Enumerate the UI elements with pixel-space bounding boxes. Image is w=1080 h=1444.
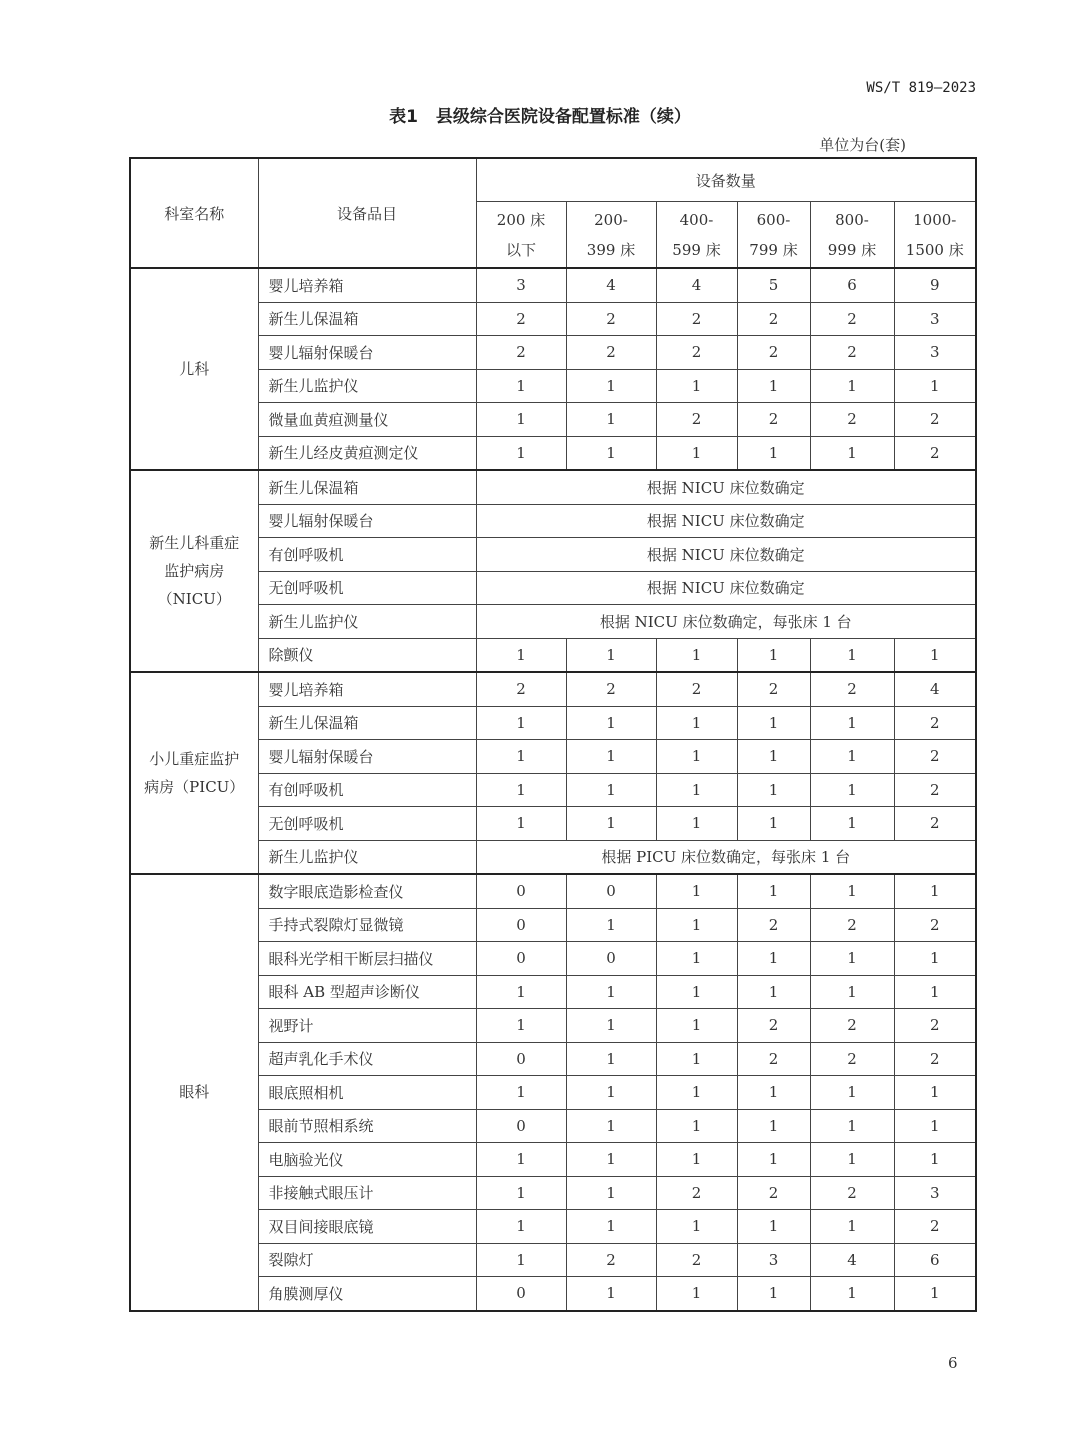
quantity-cell: 1 xyxy=(566,403,656,437)
quantity-cell: 2 xyxy=(810,336,894,370)
quantity-cell: 4 xyxy=(566,268,656,302)
quantity-cell: 1 xyxy=(566,638,656,672)
quantity-cell: 1 xyxy=(810,706,894,740)
bed-range-line2: 799 床 xyxy=(749,240,798,259)
quantity-cell: 1 xyxy=(737,369,810,403)
item-cell: 除颤仪 xyxy=(258,638,476,672)
quantity-cell: 6 xyxy=(894,1243,976,1277)
table-title-text: 县级综合医院设备配置标准（续） xyxy=(435,107,691,127)
quantity-cell: 2 xyxy=(656,672,737,706)
quantity-cell: 1 xyxy=(737,807,810,841)
item-cell: 新生儿监护仪 xyxy=(258,840,476,874)
quantity-cell: 1 xyxy=(656,1143,737,1177)
quantity-cell: 2 xyxy=(656,1176,737,1210)
quantity-cell: 2 xyxy=(566,672,656,706)
quantity-cell: 1 xyxy=(894,942,976,976)
item-cell: 婴儿培养箱 xyxy=(258,672,476,706)
dept-name-line: 眼科 xyxy=(179,1083,210,1102)
quantity-cell: 2 xyxy=(737,1176,810,1210)
quantity-cell: 1 xyxy=(656,1009,737,1043)
dept-cell xyxy=(130,268,258,470)
item-cell: 眼科光学相干断层扫描仪 xyxy=(258,942,476,976)
quantity-cell: 1 xyxy=(566,1109,656,1143)
quantity-cell: 1 xyxy=(810,874,894,908)
quantity-cell: 2 xyxy=(737,1042,810,1076)
header-item: 设备品目 xyxy=(258,158,476,268)
item-cell: 非接触式眼压计 xyxy=(258,1176,476,1210)
quantity-cell: 1 xyxy=(656,369,737,403)
quantity-cell: 1 xyxy=(656,908,737,942)
quantity-cell: 1 xyxy=(737,1109,810,1143)
quantity-cell: 2 xyxy=(737,403,810,437)
item-cell: 手持式裂隙灯显微镜 xyxy=(258,908,476,942)
header-bed-range xyxy=(566,202,656,269)
quantity-cell: 1 xyxy=(810,1210,894,1244)
quantity-cell: 2 xyxy=(737,302,810,336)
header-bed-range xyxy=(656,202,737,269)
dept-cell xyxy=(130,874,258,1311)
quantity-cell: 1 xyxy=(476,1243,566,1277)
quantity-cell: 1 xyxy=(810,436,894,470)
quantity-cell: 2 xyxy=(566,302,656,336)
quantity-cell: 1 xyxy=(894,1143,976,1177)
quantity-cell: 1 xyxy=(476,436,566,470)
header-bed-range xyxy=(476,202,566,269)
item-cell: 数字眼底造影检查仪 xyxy=(258,874,476,908)
quantity-cell: 2 xyxy=(737,672,810,706)
quantity-cell: 1 xyxy=(566,1076,656,1110)
header-row xyxy=(130,158,976,202)
quantity-cell: 2 xyxy=(810,403,894,437)
quantity-cell: 2 xyxy=(737,336,810,370)
equipment-table xyxy=(129,157,977,1312)
quantity-cell: 2 xyxy=(894,706,976,740)
quantity-cell: 1 xyxy=(737,436,810,470)
table-row xyxy=(130,672,976,706)
quantity-cell: 1 xyxy=(476,369,566,403)
quantity-cell: 3 xyxy=(894,1176,976,1210)
bed-range-line2: 599 床 xyxy=(672,240,721,259)
quantity-cell: 1 xyxy=(810,1143,894,1177)
quantity-cell: 1 xyxy=(566,1176,656,1210)
quantity-cell: 1 xyxy=(566,369,656,403)
quantity-cell: 1 xyxy=(476,773,566,807)
quantity-cell: 1 xyxy=(566,1042,656,1076)
quantity-cell: 1 xyxy=(737,1143,810,1177)
quantity-cell: 2 xyxy=(656,403,737,437)
item-cell: 电脑验光仪 xyxy=(258,1143,476,1177)
item-cell: 新生儿保温箱 xyxy=(258,302,476,336)
quantity-cell: 1 xyxy=(656,874,737,908)
quantity-cell: 2 xyxy=(737,1009,810,1043)
quantity-cell: 1 xyxy=(476,807,566,841)
bed-range-line2: 399 床 xyxy=(586,240,636,259)
quantity-cell: 1 xyxy=(737,706,810,740)
quantity-cell: 2 xyxy=(894,403,976,437)
quantity-cell: 1 xyxy=(737,1210,810,1244)
quantity-cell: 1 xyxy=(656,706,737,740)
quantity-cell: 1 xyxy=(737,874,810,908)
quantity-cell: 1 xyxy=(737,1277,810,1311)
quantity-cell: 1 xyxy=(894,638,976,672)
quantity-cell: 3 xyxy=(894,302,976,336)
quantity-cell: 1 xyxy=(566,908,656,942)
item-cell: 有创呼吸机 xyxy=(258,773,476,807)
header-bed-range xyxy=(810,202,894,269)
quantity-cell: 1 xyxy=(476,1176,566,1210)
bed-range-line2: 1500 床 xyxy=(905,240,964,259)
quantity-cell: 0 xyxy=(566,874,656,908)
quantity-cell: 1 xyxy=(810,740,894,774)
quantity-cell: 1 xyxy=(656,942,737,976)
unit-note: 单位为台(套) xyxy=(819,136,906,154)
quantity-cell: 1 xyxy=(656,1042,737,1076)
quantity-cell: 2 xyxy=(810,1176,894,1210)
quantity-cell: 2 xyxy=(476,336,566,370)
item-cell: 裂隙灯 xyxy=(258,1243,476,1277)
dept-name-line: （NICU） xyxy=(157,590,231,608)
quantity-cell: 1 xyxy=(656,1277,737,1311)
quantity-cell: 1 xyxy=(476,403,566,437)
quantity-cell: 1 xyxy=(810,1109,894,1143)
quantity-cell: 1 xyxy=(810,1277,894,1311)
quantity-cell: 1 xyxy=(656,773,737,807)
quantity-cell: 0 xyxy=(476,908,566,942)
quantity-cell: 1 xyxy=(810,942,894,976)
item-cell: 新生儿监护仪 xyxy=(258,605,476,639)
quantity-cell: 1 xyxy=(476,1076,566,1110)
item-cell: 新生儿保温箱 xyxy=(258,470,476,504)
table-row xyxy=(130,470,976,504)
note-cell: 根据 NICU 床位数确定 xyxy=(476,571,976,605)
note-cell: 根据 NICU 床位数确定 xyxy=(476,470,976,504)
quantity-cell: 1 xyxy=(476,1210,566,1244)
quantity-cell: 1 xyxy=(566,1277,656,1311)
quantity-cell: 0 xyxy=(566,942,656,976)
quantity-cell: 1 xyxy=(656,740,737,774)
quantity-cell: 1 xyxy=(737,740,810,774)
quantity-cell: 1 xyxy=(566,1210,656,1244)
item-cell: 超声乳化手术仪 xyxy=(258,1042,476,1076)
item-cell: 视野计 xyxy=(258,1009,476,1043)
quantity-cell: 1 xyxy=(476,638,566,672)
quantity-cell: 4 xyxy=(656,268,737,302)
quantity-cell: 1 xyxy=(476,706,566,740)
quantity-cell: 1 xyxy=(737,773,810,807)
quantity-cell: 2 xyxy=(737,908,810,942)
item-cell: 婴儿辐射保暖台 xyxy=(258,336,476,370)
quantity-cell: 3 xyxy=(894,336,976,370)
quantity-cell: 1 xyxy=(656,638,737,672)
quantity-cell: 1 xyxy=(566,975,656,1009)
quantity-cell: 1 xyxy=(810,807,894,841)
quantity-cell: 1 xyxy=(737,638,810,672)
quantity-cell: 1 xyxy=(810,773,894,807)
note-cell: 根据 NICU 床位数确定，每张床 1 台 xyxy=(476,605,976,639)
table-number: 表1 xyxy=(389,107,418,127)
table-row xyxy=(130,268,976,302)
quantity-cell: 2 xyxy=(810,1009,894,1043)
dept-name-line: 新生儿科重症 xyxy=(149,534,240,552)
table-body xyxy=(130,268,976,1311)
note-cell: 根据 PICU 床位数确定，每张床 1 台 xyxy=(476,840,976,874)
quantity-cell: 3 xyxy=(476,268,566,302)
quantity-cell: 1 xyxy=(737,942,810,976)
quantity-cell: 1 xyxy=(656,975,737,1009)
quantity-cell: 6 xyxy=(810,268,894,302)
quantity-cell: 4 xyxy=(810,1243,894,1277)
bed-range-line2: 999 床 xyxy=(827,240,877,259)
header-bed-range xyxy=(737,202,810,269)
quantity-cell: 2 xyxy=(894,740,976,774)
item-cell: 眼底照相机 xyxy=(258,1076,476,1110)
quantity-cell: 1 xyxy=(566,1143,656,1177)
note-cell: 根据 NICU 床位数确定 xyxy=(476,538,976,572)
quantity-cell: 2 xyxy=(894,1042,976,1076)
item-cell: 有创呼吸机 xyxy=(258,538,476,572)
quantity-cell: 9 xyxy=(894,268,976,302)
quantity-cell: 1 xyxy=(894,1109,976,1143)
quantity-cell: 1 xyxy=(476,975,566,1009)
note-cell: 根据 NICU 床位数确定 xyxy=(476,504,976,538)
quantity-cell: 2 xyxy=(894,773,976,807)
bed-range-line1: 400- xyxy=(679,210,714,229)
quantity-cell: 1 xyxy=(737,975,810,1009)
quantity-cell: 1 xyxy=(894,975,976,1009)
table-row xyxy=(130,874,976,908)
header-quantity: 设备数量 xyxy=(476,158,976,202)
quantity-cell: 0 xyxy=(476,1109,566,1143)
quantity-cell: 2 xyxy=(566,336,656,370)
quantity-cell: 2 xyxy=(810,302,894,336)
quantity-cell: 1 xyxy=(810,369,894,403)
quantity-cell: 1 xyxy=(566,740,656,774)
quantity-cell: 2 xyxy=(656,1243,737,1277)
item-cell: 新生儿监护仪 xyxy=(258,369,476,403)
item-cell: 微量血黄疸测量仪 xyxy=(258,403,476,437)
item-cell: 眼科 AB 型超声诊断仪 xyxy=(258,975,476,1009)
dept-cell xyxy=(130,672,258,874)
quantity-cell: 2 xyxy=(894,1210,976,1244)
item-cell: 婴儿培养箱 xyxy=(258,268,476,302)
quantity-cell: 2 xyxy=(894,807,976,841)
quantity-cell: 1 xyxy=(894,1076,976,1110)
quantity-cell: 1 xyxy=(810,638,894,672)
header-bed-range xyxy=(894,202,976,269)
quantity-cell: 5 xyxy=(737,268,810,302)
quantity-cell: 1 xyxy=(566,807,656,841)
quantity-cell: 2 xyxy=(810,672,894,706)
quantity-cell: 2 xyxy=(894,1009,976,1043)
dept-name-line: 儿科 xyxy=(179,360,210,378)
table-title xyxy=(0,102,1080,127)
quantity-cell: 1 xyxy=(656,436,737,470)
quantity-cell: 0 xyxy=(476,874,566,908)
item-cell: 无创呼吸机 xyxy=(258,807,476,841)
dept-cell xyxy=(130,470,258,672)
bed-range-line1: 200- xyxy=(594,210,628,229)
quantity-cell: 2 xyxy=(894,908,976,942)
quantity-cell: 1 xyxy=(476,1143,566,1177)
quantity-cell: 2 xyxy=(656,336,737,370)
quantity-cell: 0 xyxy=(476,1042,566,1076)
quantity-cell: 0 xyxy=(476,1277,566,1311)
quantity-cell: 2 xyxy=(656,302,737,336)
item-cell: 新生儿经皮黄疸测定仪 xyxy=(258,436,476,470)
quantity-cell: 1 xyxy=(810,1076,894,1110)
quantity-cell: 1 xyxy=(566,1009,656,1043)
quantity-cell: 1 xyxy=(656,1109,737,1143)
bed-range-line1: 800- xyxy=(835,210,869,229)
dept-name-line: 监护病房 xyxy=(164,562,225,580)
quantity-cell: 0 xyxy=(476,942,566,976)
bed-range-line1: 600- xyxy=(756,210,791,229)
bed-range-line1: 1000- xyxy=(913,210,957,229)
quantity-cell: 4 xyxy=(894,672,976,706)
quantity-cell: 2 xyxy=(566,1243,656,1277)
item-cell: 无创呼吸机 xyxy=(258,571,476,605)
dept-name-line: 病房（PICU） xyxy=(144,778,245,796)
quantity-cell: 2 xyxy=(476,302,566,336)
item-cell: 婴儿辐射保暖台 xyxy=(258,740,476,774)
quantity-cell: 2 xyxy=(476,672,566,706)
item-cell: 眼前节照相系统 xyxy=(258,1109,476,1143)
quantity-cell: 1 xyxy=(566,436,656,470)
quantity-cell: 1 xyxy=(476,1009,566,1043)
quantity-cell: 2 xyxy=(894,436,976,470)
quantity-cell: 1 xyxy=(737,1076,810,1110)
quantity-cell: 1 xyxy=(656,1076,737,1110)
quantity-cell: 1 xyxy=(656,807,737,841)
dept-name-line: 小儿重症监护 xyxy=(149,750,240,768)
quantity-cell: 1 xyxy=(810,975,894,1009)
quantity-cell: 1 xyxy=(894,1277,976,1311)
quantity-cell: 1 xyxy=(894,874,976,908)
quantity-cell: 1 xyxy=(476,740,566,774)
bed-range-line1: 200 床 xyxy=(496,210,546,229)
quantity-cell: 2 xyxy=(810,1042,894,1076)
quantity-cell: 1 xyxy=(566,773,656,807)
item-cell: 角膜测厚仪 xyxy=(258,1277,476,1311)
bed-range-line2: 以下 xyxy=(505,240,536,259)
item-cell: 新生儿保温箱 xyxy=(258,706,476,740)
quantity-cell: 1 xyxy=(566,706,656,740)
standard-code: WS/T 819—2023 xyxy=(866,80,976,96)
quantity-cell: 2 xyxy=(810,908,894,942)
quantity-cell: 1 xyxy=(894,369,976,403)
quantity-cell: 3 xyxy=(737,1243,810,1277)
page-number: 6 xyxy=(948,1354,958,1372)
header-dept: 科室名称 xyxy=(130,158,258,268)
quantity-cell: 1 xyxy=(656,1210,737,1244)
item-cell: 双目间接眼底镜 xyxy=(258,1210,476,1244)
item-cell: 婴儿辐射保暖台 xyxy=(258,504,476,538)
